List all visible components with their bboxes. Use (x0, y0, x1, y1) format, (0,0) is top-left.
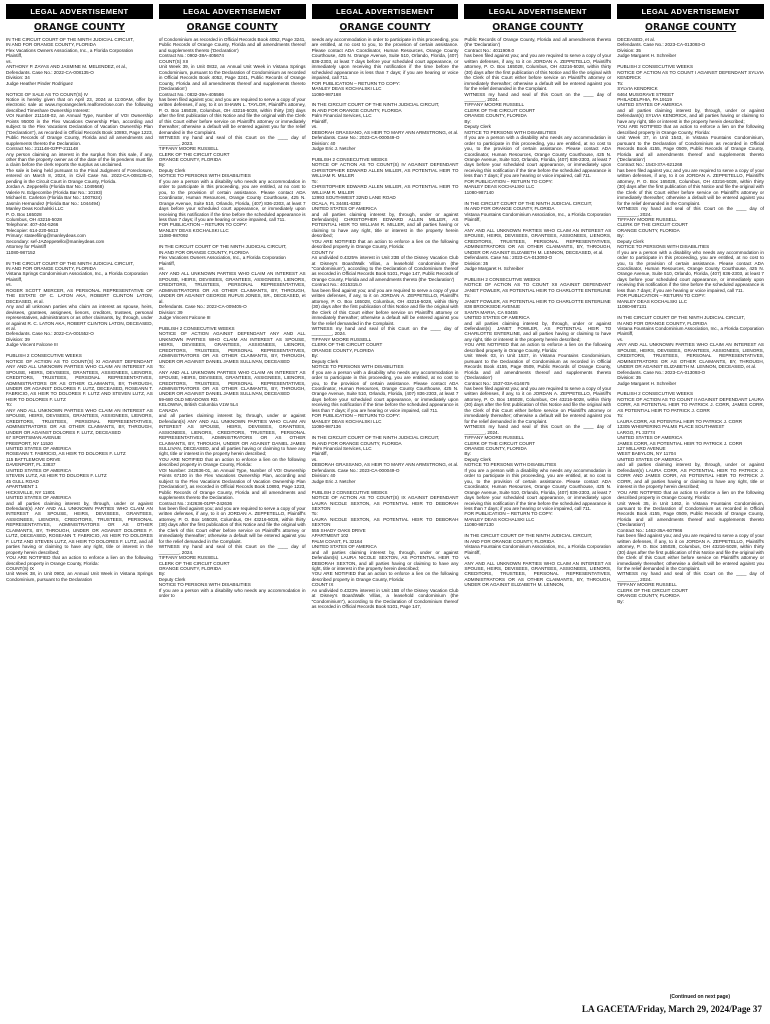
column-header: LEGAL ADVERTISEMENT (464, 4, 611, 19)
continued-note: (Continued on next page) (669, 994, 730, 1000)
page-footer: LA GACETA/Friday, March 29, 2024/Page 37 (581, 1004, 762, 1014)
county-heading: ORANGE COUNTY (492, 22, 584, 33)
column-header: LEGAL ADVERTISEMENT (312, 4, 459, 19)
column-text: needs any accommodation in order to participate in this proceeding, you are entitled, at no cost to you, to the provision of certain assistance. Please contact ADA Coordinator, Human Resources, Orange County Courthouse, 425 N. Orange Avenue, Suite 510, Orlando, Florida, (407) 836-2303, at least 7 days before your scheduled court appearance, or immediately upon receiving this notification if the time before the scheduled appearance is less than 7 days; if you are hearing or voice impaired, call 711. FOR PUBLICATION – RETURN TO COPY: MANLEY DEAS KOCHALSKI LLC 11080-987168 IN THE CIRCUIT COURT OF THE NINTH JUDICIAL CIRCUIT, IN AND FOR ORANGE COUNTY, FLORIDA Palm Financial Services, LLC Plaintiff, vs. DEBORAH GRASSANO, AS HEIR TO MARY ANN ARMSTRONG, et al. Defendants. Case No.: 2023-CA-000049-O Division: 40 Judge Eric J. Netcher PUBLISH 2 CONSECUTIVE WEEKS NOTICE OF ACTION AS TO COUNT(S) IV AGAINST DEFENDANT CHRISTOPHER EDWARD ALLEN MILLER, AS POTENTIAL HEIR TO WILLIAM R. MILLER To: CHRISTOPHER EDWARD ALLEN MILLER, AS POTENTIAL HEIR TO WILLIAM R. MILLER 12993 SOUTHWEST 32ND LANE ROAD OCALA, FL 34481-6382 UNITED STATES OF AMERICA and all parties claiming interest by, through, under or against Defendant(s) CHRISTOPHER EDWARD ALLEN MILLER, AS POTENTIAL HEIR TO WILLIAM R. MILLER, and all parties having or claiming to have any right, title or interest in the property herein described; YOU ARE NOTIFIED that an action to enforce a lien on the following described property in Orange County, Florida: COUNT IV An undivided 0.4325% interest in Unit 23B of the Disney Vacation Club at Disney's BoardWalk Villas, a leasehold condominium (the "Condominium"), according to the Declaration of Condominium thereof as recorded in Official Records Book 5101, Page 147, Public Records of Orange County, Florida and all amendments thereto (the 'Declaration') Contract No.: 4015315.0 has been filed against you; and you are required to serve a copy of your written defenses, if any, to it on JORDAN A. ZEPPETELLO, Plaintiff's attorney, P. O. Box 165028, Columbus, OH 43216-5028, within thirty (30) days after the first publication of this Notice and file the original with the Clerk of this Court either before service on Plaintiff's attorney or immediately thereafter; otherwise a default will be entered against you for the relief demanded in the Complaint. WITNESS my hand and seal of this Court on the ____ day of ________, 2024. TIFFANY MOORE RUSSELL CLERK OF THE CIRCUIT COURT ORANGE COUNTY, FLORIDA By: Deputy Clerk NOTICE TO PERSONS WITH DISABILITIES If you are a person with a disability who needs any accommodation in order to participate in this proceeding, you are entitled, at no cost to you, to the provision of certain assistance. Please contact ADA Coordinator, Human Resources, Orange County Courthouse, 425 N. Orange Avenue, Suite 510, Orlando, Florida, (407) 836-2303, at least 7 days before your scheduled court appearance, or immediately upon receiving this notification if the time before the scheduled appearance is less than 7 days; if you are hearing or voice impaired, call 711. FOR PUBLICATION – RETURN TO COPY: MANLEY DEAS KOCHALSKI LLC 11080-987136 IN THE CIRCUIT COURT OF THE NINTH JUDICIAL CIRCUIT, IN AND FOR ORANGE COUNTY, FLORIDA Palm Financial Services, LLC Plaintiff, vs. DEBORAH GRASSANO, AS HEIR TO MARY ANN ARMSTRONG, et al. Defendants. Case No.: 2023-CA-000049-O Division: 40 Judge Eric J. Netcher PUBLISH 2 CONSECUTIVE WEEKS NOTICE OF ACTION AS TO COUNT(S) IX AGAINST DEFENDANT LAURA NICOLE SEXTON, AS POTENTIAL HEIR TO DEBORAH SEXTON To: LAURA NICOLE SEXTON, AS POTENTIAL HEIR TO DEBORAH SEXTON 555 SHADY OAKS DRIVE APARTMENT 102 PALM COAST, FL 32164 UNITED STATES OF AMERICA and all parties claiming interest by, through, under or against Defendant(s) LAURA NICOLE SEXTON, AS POTENTIAL HEIR TO DEBORAH SEXTON, and all parties having or claiming to have any right, title or interest in the property herein described; YOU ARE NOTIFIED that an action to enforce a lien on the following described property in Orange County, Florida: COUNT IX An undivided 0.4323% interest in Unit 15B of the Disney Vacation Club at Disney's BoardWalk Villas, a leasehold condominium (the "Condominium"), according to the Declaration of Condominium thereof as recorded in Official Records Book 5101, Page 147, (311, 37, 459, 610)
column-text: of Condominium as recorded in Official Records Book 4052, Page 3241, Public Records of Orange County, Florida and all amendments thereof and supplements thereto ('Declaration') Contract No.: 0902-38A-405674 COUNT(S) XII Unit Week 39, in Unit 0832, an Annual Unit Week in Vistana Springs Condominium, pursuant to the Declaration of Condominium as recorded in Official Records Book 4052, Page 3241, Public Records of Orange County, Florida and all amendments thereof and supplements thereto ('Declaration') Contract No.: 0832-39A-405586 has been filed against you; and you are required to serve a copy of your written defenses, if any, to it on SHAWN L. TAYLOR, Plaintiff's attorney, P. O. Box 165028, Columbus, OH 43216-5028, within thirty (30) days after the first publication of this Notice and file the original with the Clerk of this Court either before service on Plaintiff's attorney or immediately thereafter; otherwise a default will be entered against you for the relief demanded in the Complaint. WITNESS my hand and seal of this Court on the ____ day of ________, 2023. TIFFANY MOORE RUSSELL CLERK OF THE CIRCUIT COURT ORANGE COUNTY, FLORIDA By: Deputy Clerk NOTICE TO PERSONS WITH DISABILITIES If you are a person with a disability who needs any accommodation in order to participate in this proceeding, you are entitled, at no cost to you, to the provision of certain assistance. Please contact ADA Coordinator, Human Resources, Orange County Courthouse, 425 N. Orange Avenue, Suite 510, Orlando, Florida, (407) 836-2303, at least 7 days before your scheduled court appearance, or immediately upon receiving this notification if the time before the scheduled appearance is less than 7 days; if you are hearing or voice impaired, call 711. FOR PUBLICATION – RETURN TO COPY: MANLEY DEAS KOCHALSKI LLC 11080-987092 IN THE CIRCUIT COURT OF THE NINTH JUDICIAL CIRCUIT, IN AND FOR ORANGE COUNTY, FLORIDA Flex Vacations Owners Association, Inc., a Florida Corporation Plaintiff, vs. ANY AND ALL UNKNOWN PARTIES WHO CLAIM AN INTEREST AS SPOUSE, HEIRS, DEVISEES, GRANTEES, ASSIGNEES, LIENORS, CREDITORS, TRUSTEES, PERSONAL REPRESENTATIVES, ADMINISTRATORS OR AS OTHER CLAIMANTS, BY, THROUGH, UNDER OR AGAINST GEORGE RUFUS JONES, SR., DECEASED, et al. Defendants. Case No.: 2022-CA-009405-O Division: 39 Judge Vincent Falcone III PUBLISH 2 CONSECUTIVE WEEKS NOTICE OF ACTION AGAINST DEFENDANT ANY AND ALL UNKNOWN PARTIES WHO CLAIM AN INTEREST AS SPOUSE, HEIRS, DEVISEES, GRANTEES, ASSIGNEES, LIENORS, CREDITORS, TRUSTEES, PERSONAL REPRESENTATIVES, ADMINISTRATORS OR AS OTHER CLAIMANTS, BY, THROUGH, UNDER OR AGAINST DANIEL JAMES SULLIVAN, DECEASED To: ANY AND ALL UNKNOWN PARTIES WHO CLAIM AN INTEREST AS SPOUSE, HEIRS, DEVISEES, GRANTEES, ASSIGNEES, LIENORS, CREDITORS, TRUSTEES, PERSONAL REPRESENTATIVES, ADMINISTRATORS OR AS OTHER CLAIMANTS, BY, THROUGH, UNDER OR AGAINST DANIEL JAMES SULLIVAN, DECEASED 59-680 OLD MEADOWS RD. KELOWNA, British Columbia V1W 5L4 CANADA and all parties claiming interest by, through, under or against Defendant(s) ANY AND ALL UNKNOWN PARTIES WHO CLAIM AN INTEREST AS SPOUSE, HEIRS, DEVISEES, GRANTEES, ASSIGNEES, LIENORS, CREDITORS, TRUSTEES, PERSONAL REPRESENTATIVES, ADMINISTRATORS OR AS OTHER CLAIMANTS, BY, THROUGH, UNDER OR AGAINST DANIEL JAMES SULLIVAN, DECEASED, and all parties having or claiming to have any right, title or interest in the property herein described; YOU ARE NOTIFIED that an action to enforce a lien on the following described property in Orange County, Florida: VOI Number: 242636-01, an Annual Type, Number of VOI Ownership Points 67100 in the Flex Vacations Ownership Plan, according and subject to the Flex Vacations Declaration of Vacation Ownership Plan ('Declaration'), as recorded in Official Records Book 10893, Page 1223, Public Records of Orange County, Florida and all amendments and supplements thereto the Declaration. Contract No.: 242636-01PP-242636 has been filed against you; and you are required to serve a copy of your written defenses, if any, to it on JORDAN A. ZEPPETELLO, Plaintiff's attorney, P. O. Box 165028, Columbus, OH 43216-5028, within thirty (30) days after the first publication of this Notice and file the original with the Clerk of this Court either before service on Plaintiff's attorney or immediately thereafter; otherwise a default will be entered against you for the relief demanded in the Complaint. WITNESS my hand and seal of this Court on the ____ day of ________, 2024. TIFFANY MOORE RUSSELL CLERK OF THE CIRCUIT COURT ORANGE COUNTY, FLORIDA By: Deputy Clerk NOTICE TO PERSONS WITH DISABILITIES If you are a person with a disability who needs any accommodation in order to (158, 37, 306, 599)
column-4 (464, 4, 611, 1000)
county-heading: ORANGE COUNTY (33, 22, 125, 33)
county-heading: ORANGE COUNTY (186, 22, 278, 33)
column-header: LEGAL ADVERTISEMENT (6, 4, 153, 19)
column-2 (159, 4, 306, 1000)
legal-columns (6, 4, 764, 1000)
column-5 (617, 4, 764, 1000)
column-header: LEGAL ADVERTISEMENT (617, 4, 764, 19)
column-text: Public Records of Orange County, Florida and all amendments thereto (the 'Declaration') Contract No.: 4011909.0 has been filed against you; and you are required to serve a copy of your written defenses, if any, to it on JORDAN A. ZEPPETELLO, Plaintiff's attorney, P. O. Box 165028, Columbus, OH 43216-5028, within thirty (30) days after the first publication of this Notice and file the original with the Clerk of this Court either before service on Plaintiff's attorney or immediately thereafter; otherwise a default will be entered against you for the relief demanded in the Complaint. WITNESS my hand and seal of this Court on the ____ day of ________, 2024. TIFFANY MOORE RUSSELL CLERK OF THE CIRCUIT COURT ORANGE COUNTY, FLORIDA By: Deputy Clerk NOTICE TO PERSONS WITH DISABILITIES If you are a person with a disability who needs any accommodation in order to participate in this proceeding, you are entitled, at no cost to you, to the provision of certain assistance. Please contact ADA Coordinator, Human Resources, Orange County Courthouse, 425 N. Orange Avenue, Suite 510, Orlando, Florida, (407) 836-2303, at least 7 days before your scheduled court appearance, or immediately upon receiving this notification if the time before the scheduled appearance is less than 7 days; if you are hearing or voice impaired, call 711. FOR PUBLICATION – RETURN TO COPY: MANLEY DEAS KOCHALSKI LLC 11080-987140 IN THE CIRCUIT COURT OF THE NINTH JUDICIAL CIRCUIT, IN AND FOR ORANGE COUNTY, FLORIDA Vistana Fountains Condominium Association, Inc., a Florida Corporation Plaintiff, vs. ANY AND ALL UNKNOWN PARTIES WHO CLAIM AN INTEREST AS SPOUSE, HEIRS, DEVISEES, GRANTEES, ASSIGNEES, LIENORS, CREDITORS, TRUSTEES, PERSONAL REPRESENTATIVES, ADMINISTRATORS OR AS OTHER CLAIMANTS, BY, THROUGH, UNDER OR AGAINST ELIZABETH M. LENNON, DECEASED, et al. Defendants. Case No.: 2023-CA-013093-O Division: 35 Judge Margaret H. Schreiber PUBLISH 2 CONSECUTIVE WEEKS NOTICE OF ACTION AS TO COUNT XII AGAINST DEFENDANT JANET FOWLER, AS POTENTIAL HEIR TO CHARLOTTE ENTERLINE To: JANET FOWLER, AS POTENTIAL HEIR TO CHARLOTTE ENTERLINE 838 BROOKSIDE AVENUE SANTA MARIA, CA 93455 UNITED STATES OF AMERICA and all parties claiming interest by, through, under or against Defendant(s) JANET FOWLER, AS POTENTIAL HEIR TO CHARLOTTE ENTERLINE, and all parties having or claiming to have any right, title or interest in the property herein described; YOU ARE NOTIFIED that an action to enforce a lien on the following described property in Orange County, Florida: Unit Week 03, in Unit 1537, in Vistana Fountains Condominium, pursuant to the Declaration of Condominium as recorded in Official Records Book 4155, Page 0509, Public Records of Orange County, Florida and all amendments thereof and supplements thereto ('Declaration') Contract No.: 1537-03A-614675 has been filed against you; and you are required to serve a copy of your written defenses, if any, to it on JORDAN A. ZEPPETELLO, Plaintiff's attorney, P. O. Box 165028, Columbus, OH 43216-5028, within thirty (30) days after the first publication of this Notice and file the original with the Clerk of this Court either before service on Plaintiff's attorney or immediately thereafter; otherwise a default will be entered against you for the relief demanded in the Complaint. WITNESS my hand and seal of this Court on the ____ day of ________, 2024. TIFFANY MOORE RUSSELL CLERK OF THE CIRCUIT COURT ORANGE COUNTY, FLORIDA By: Deputy Clerk NOTICE TO PERSONS WITH DISABILITIES If you are a person with a disability who needs any accommodation in order to participate in this proceeding, you are entitled, at no cost to you, to the provision of certain assistance. Please contact ADA Coordinator, Human Resources, Orange County Courthouse, 425 N. Orange Avenue, Suite 510, Orlando, Florida, (407) 836-2303, at least 7 days before your scheduled court appearance, or immediately upon receiving this notification if the time before the scheduled appearance is less than 7 days; if you are hearing or voice impaired, call 711. FOR PUBLICATION – RETURN TO COPY: MANLEY DEAS KOCHALSKI LLC 11080-987130 IN THE CIRCUIT COURT OF THE NINTH JUDICIAL CIRCUIT, IN AND FOR ORANGE COUNTY, FLORIDA Vistana Fountains Condominium Association, Inc., a Florida Corporation Plaintiff, vs. ANY AND ALL UNKNOWN PARTIES WHO CLAIM AN INTEREST AS SPOUSE, HEIRS, DEVISEES, GRANTEES, ASSIGNEES, LIENORS, CREDITORS, TRUSTEES, PERSONAL REPRESENTATIVES, ADMINISTRATORS OR AS OTHER CLAIMANTS, BY, THROUGH, UNDER OR AGAINST ELIZABETH M. LENNON, (464, 37, 612, 588)
column-3 (312, 4, 459, 1000)
column-header: LEGAL ADVERTISEMENT (159, 4, 306, 19)
column-1 (6, 4, 153, 1000)
column-text: DECEASED, et al. Defendants. Case No.: 2023-CA-013093-O Division: 35 Judge Margaret H. Schreiber PUBLISH 2 CONSECUTIVE WEEKS NOTICE OF ACTION AS TO COUNT I AGAINST DEFENDANT SYLVIA KENDRICK To: SYLVIA KENDRICK 6464 MUSGRAVE STREET PHILADELPHIA, PA 19119 UNITED STATES OF AMERICA and all parties claiming interest by, through, under or against Defendant(s) SYLVIA KENDRICK, and all parties having or claiming to have any right, title or interest in the property herein described; YOU ARE NOTIFIED that an action to enforce a lien on the following described property in Orange County, Florida: Unit Week 37, in Unit 1543, in Vistana Fountains Condominium, pursuant to the Declaration of Condominium as recorded in Official Records Book 4155, Page 0509, Public Records of Orange County, Florida and all amendments thereof and supplements thereto ('Declaration') Contract No.: 1543-37A-621268 has been filed against you; and you are required to serve a copy of your written defenses, if any, to it on JORDAN A. ZEPPETELLO, Plaintiff's attorney, P. O. Box 165028, Columbus, OH 43216-5028, within thirty (30) days after the first publication of this Notice and file the original with the Clerk of this Court either before service on Plaintiff's attorney or immediately thereafter; otherwise a default will be entered against you for the relief demanded in the Complaint. WITNESS my hand and seal of this Court on the ____ day of ________, 2024. TIFFANY MOORE RUSSELL CLERK OF THE CIRCUIT COURT ORANGE COUNTY, FLORIDA By: Deputy Clerk NOTICE TO PERSONS WITH DISABILITIES If you are a person with a disability who needs any accommodation in order to participate in this proceeding, you are entitled, at no cost to you, to the provision of certain assistance. Please contact ADA Coordinator, Human Resources, Orange County Courthouse, 425 N. Orange Avenue, Suite 510, Orlando, Florida, (407) 836-2303, at least 7 days before your scheduled court appearance, or immediately upon receiving this notification if the time before the scheduled appearance is less than 7 days; if you are hearing or voice impaired, call 711. FOR PUBLICATION – RETURN TO COPY: MANLEY DEAS KOCHALSKI LLC 11080-987131 IN THE CIRCUIT COURT OF THE NINTH JUDICIAL CIRCUIT, IN AND FOR ORANGE COUNTY, FLORIDA Vistana Fountains Condominium Association, Inc., a Florida Corporation Plaintiff, vs. ANY AND ALL UNKNOWN PARTIES WHO CLAIM AN INTEREST AS SPOUSE, HEIRS, DEVISEES, GRANTEES, ASSIGNEES, LIENORS, CREDITORS, TRUSTEES, PERSONAL REPRESENTATIVES, ADMINISTRATORS OR AS OTHER CLAIMANTS, BY, THROUGH, UNDER OR AGAINST ELIZABETH M. LENNON, DECEASED, et al. Defendants. Case No.: 2023-CA-013093-O Division: 35 Judge Margaret H. Schreiber PUBLISH 2 CONSECUTIVE WEEKS NOTICE OF ACTION AS TO COUNT II AGAINST DEFENDANT LAURA CORR, AS POTENTIAL HEIR TO PATRICK J. CORR, JAMES CORR, AS POTENTIAL HEIR TO PATRICK J. CORR To: LAURA CORR, AS POTENTIAL HEIR TO PATRICK J. CORR 13305 WHISPERING PALMS PLACE SOUTHWEST LARGO, FL 33774 UNITED STATES OF AMERICA JAMES CORR, AS POTENTIAL HEIR TO PATRICK J. CORR 127 MILLARD AVENUE WEST BABYLON, NY 11704 UNITED STATES OF AMERICA and all parties claiming interest by, through, under or against Defendant(s) LAURA CORR, AS POTENTIAL HEIR TO PATRICK J. CORR AND JAMES CORR, AS POTENTIAL HEIR TO PATRICK J. CORR, and all parties having or claiming to have any right, title or interest in the property herein described; YOU ARE NOTIFIED that an action to enforce a lien on the following described property in Orange County, Florida: Unit Week 35, in Unit 1462, in Vistana Fountains Condominium, pursuant to the Declaration of Condominium as recorded in Official Records Book 4155, Page 0509, Public Records of Orange County, Florida and all amendments thereof and supplements thereto ('Declaration') Contract No.: 1462-35A-607966 has been filed against you; and you are required to serve a copy of your written defenses, if any, to it on JORDAN A. ZEPPETELLO, Plaintiff's attorney, P. O. Box 165028, Columbus, OH 43216-5028, within thirty (30) days after the first publication of this Notice and file the original with the Clerk of this Court either before service on Plaintiff's attorney or immediately thereafter; otherwise a default will be entered against you for the relief demanded in the Complaint. WITNESS my hand and seal of this Court on the ____ day of ________, 2024. TIFFANY MOORE RUSSELL CLERK OF THE CIRCUIT COURT ORANGE COUNTY, FLORIDA By: (617, 37, 764, 604)
county-heading: ORANGE COUNTY (645, 22, 737, 33)
column-text: IN THE CIRCUIT COURT OF THE NINTH JUDICIAL CIRCUIT, IN AND FOR ORANGE COUNTY, FLORIDA Flex Vacations Owners Association, Inc., a Florida Corporation Plaintiff, vs. ANTHONY P. ZAYAS AND JASMINE M. MELENDEZ, et al., Defendants. Case No.: 2022-CA-008135-O Division: 34 Judge Heather Pinder Rodriguez NOTICE OF SALE AS TO COUNT(S) IV Notice is hereby given that on April 23, 2024 at 11:00AM, offer by electronic sale at www.myorangeclerk.realforeclose.com the following described Timeshare Ownership Interest: VOI Number 211148-02, an Annual Type, Number of VOI Ownership Points 95000 in the Flex Vacations Ownership Plan, according and subject to the Flex Vacations Declaration of Vacation Ownership Plan ("Declaration"), as recorded in Official Records Book 10893, Page 1223, Public Records of Orange County, Florida and all amendments and supplements thereto the Declaration. Contract No.: 211148-02PP-211148 Any person claiming an interest in the surplus from this sale, if any, other than the property owner as of the date of the lis pendens must file a claim before the clerk reports the surplus as unclaimed. The sale is being held pursuant to the Final Judgment of Foreclosure, entered on March 8, 2024, in Civil Case No. 2022-CA-008135-O, pending in the Circuit Court in Orange County, Florida. Jordan A. Zeppetello (Florida Bar No.: 1049568) Valerie N. Edgecombe (Florida Bar No.: 10193) Michael E. Carleton (Florida Bar No.: 1007924) Jasmin Hernandez (Florida Bar No.: 1044494) Manley Deas Kochalski LLC P. O. Box 165028 Columbus, OH 43216-5028 Telephone: 407-404-5266 Telecopier: 614-220-5613 Primary: stateefiling@manleydeas.com Secondary: sef-JAZeppetello@manleydeas.com Attorney for Plaintiff 11080-987152 IN THE CIRCUIT COURT OF THE NINTH JUDICIAL CIRCUIT, IN AND FOR ORANGE COUNTY, FLORIDA Vistana Springs Condominium Association, Inc., a Florida Corporation Plaintiff, vs. ROGER SCOTT MERCER, AS PERSONAL REPRESENTATIVE OF THE ESTATE OF C. LATON AKA, ROBERT CLINTON LATON, DECEASED, et al. Any and all unknown parties who claim an interest as spouse, heirs, devisees, grantees, assignees, lienors, creditors, trustees, personal representatives, administrators or as other claimants, by, through, under or against R. C. LATON AKA, ROBERT CLINTON LATON, DECEASED, et al. Defendants. Case No.: 2022-CA-001552-O Division: 39 Judge Vincent Falcone III PUBLISH 2 CONSECUTIVE WEEKS NOTICE OF ACTION AS TO COUNT(S) XI AGAINST DEFENDANT ANY AND ALL UNKNOWN PARTIES WHO CLAIM AN INTEREST AS SPOUSE, HEIRS, DEVISEES, GRANTEES, ASSIGNEES, LIENORS, CREDITORS, TRUSTEES, PERSONAL REPRESENTATIVES, ADMINISTRATORS OR AS OTHER CLAIMANTS, BY, THROUGH, UNDER OR AGAINST DOLORES F. LUTZ, DECEASED, ROSEANN T. FABRICIO, AS HEIR TO DOLORES F. LUTZ AND STEVEN LUTZ, AS HEIR TO DOLORES F. LUTZ To: ANY AND ALL UNKNOWN PARTIES WHO CLAIM AN INTEREST AS SPOUSE, HEIRS, DEVISEES, GRANTEES, ASSIGNEES, LIENORS, CREDITORS, TRUSTEES, PERSONAL REPRESENTATIVES, ADMINISTRATORS OR AS OTHER CLAIMANTS, BY, THROUGH, UNDER OR AGAINST DOLORES F. LUTZ, DECEASED 67 SPORTSMAN AVENUE FREEPORT, NY 11520 UNITED STATES OF AMERICA ROSEANN T. FABRICIO, AS HEIR TO DOLORES F. LUTZ 115 BATTLEMOVE DRIVE DAVENPORT, FL 33837 UNITED STATES OF AMERICA STEVEN LUTZ, AS HEIR TO DOLORES F. LUTZ 45 GULL ROAD APARTMENT 1 HICKSVILLE, NY 11801 UNITED STATES OF AMERICA and all parties claiming interest by, through, under or against Defendant(s) ANY AND ALL UNKNOWN PARTIES WHO CLAIM AN INTEREST AS SPOUSE, HEIRS, DEVISEES, GRANTEES, ASSIGNEES, LIENORS, CREDITORS, TRUSTEES, PERSONAL REPRESENTATIVES, ADMINISTRATORS OR AS OTHER CLAIMANTS, BY, THROUGH, UNDER OR AGAINST DOLORES F. LUTZ, DECEASED, ROSEANN T. FABRICIO, AS HEIR TO DOLORES F. LUTZ AND STEVEN LUTZ, AS HEIR TO DOLORES F. LUTZ, and all parties having or claiming to have any right, title or interest in the property herein described; YOU ARE NOTIFIED that an action to enforce a lien on the following described property in Orange County, Florida: COUNT(S) IX Unit Week 38, in Unit 0902, an Annual Unit Week in Vistana Springs Condominium, pursuant to the Declaration (6, 37, 153, 582)
county-heading: ORANGE COUNTY (339, 22, 431, 33)
